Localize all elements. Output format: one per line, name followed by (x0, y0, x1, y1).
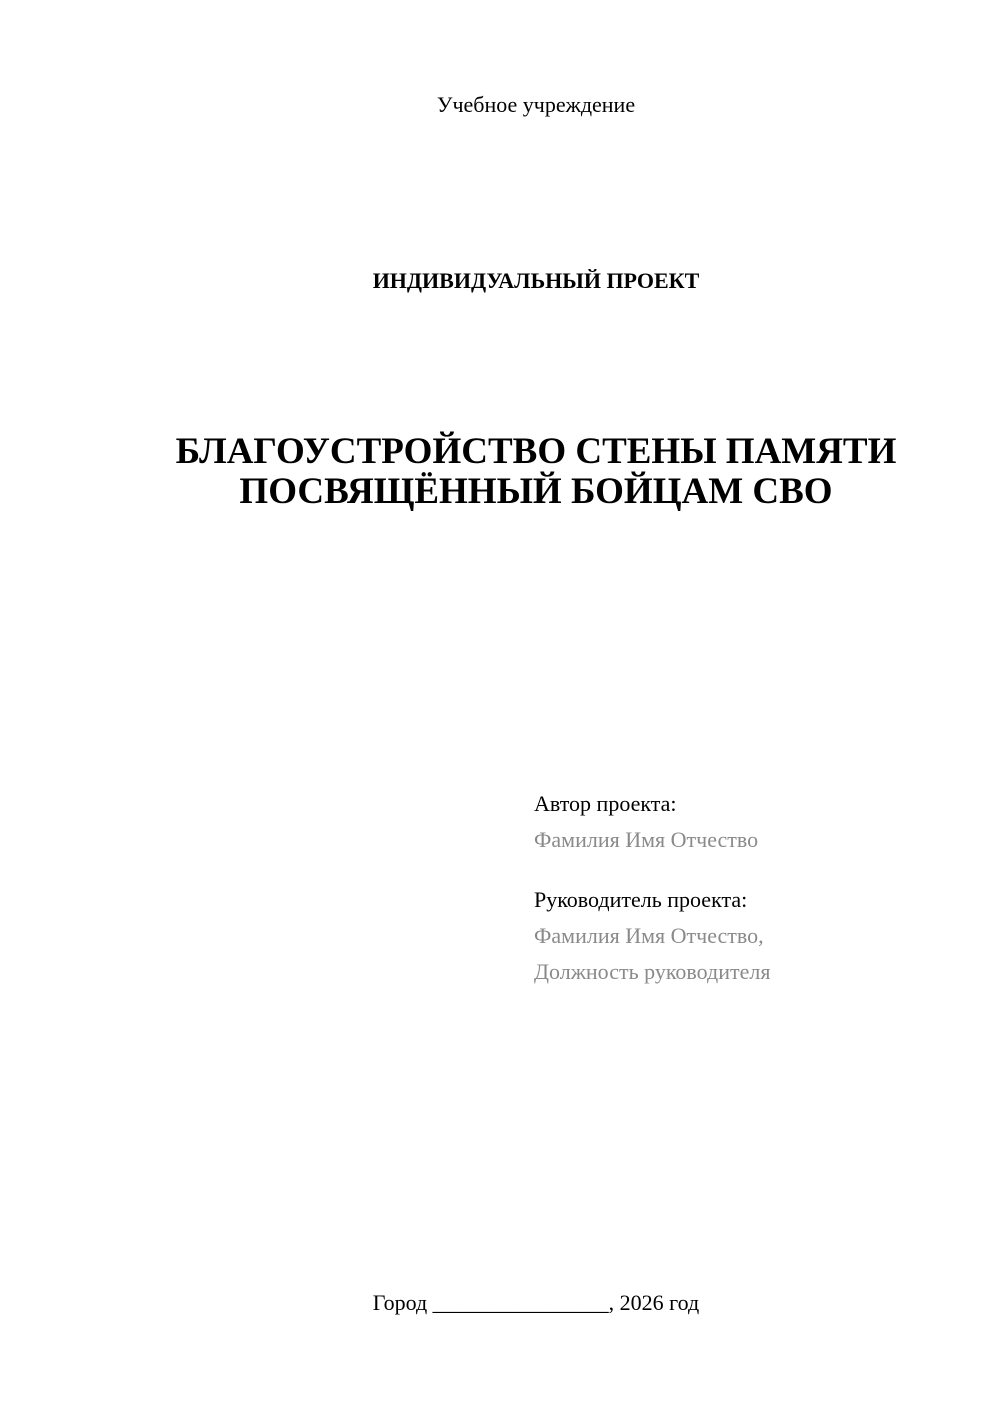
city-year-line: Город ________________, 2026 год (372, 1290, 700, 1315)
supervisor-position: Должность руководителя (534, 959, 771, 984)
project-title-line-2: ПОСВЯЩЁННЫЙ БОЙЦАМ СВО (239, 471, 833, 512)
credits-spacer (534, 858, 974, 882)
supervisor-label: Руководитель проекта: (534, 887, 748, 912)
supervisor-name: Фамилия Имя Отчество, (534, 923, 764, 948)
author-name: Фамилия Имя Отчество (534, 827, 759, 852)
project-title (100, 432, 972, 512)
institution-name: Учебное учреждение (436, 92, 636, 117)
project-type-heading: ИНДИВИДУАЛЬНЫЙ ПРОЕКТ (372, 268, 700, 293)
author-label: Автор проекта: (534, 791, 677, 816)
project-title-line-1: БЛАГОУСТРОЙСТВО СТЕНЫ ПАМЯТИ (175, 431, 897, 472)
credits-block (534, 786, 974, 990)
